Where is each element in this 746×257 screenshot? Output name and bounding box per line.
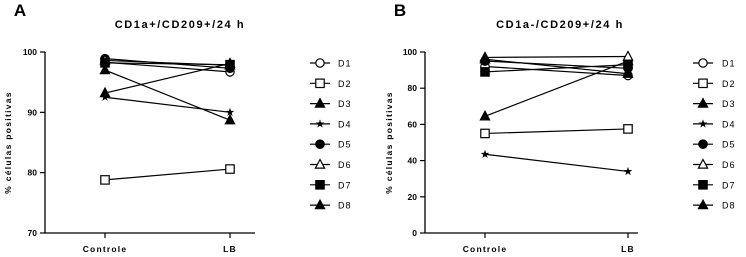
legend-label: D4 — [722, 119, 736, 130]
legend-marker — [315, 99, 324, 108]
panel-letter: A — [13, 1, 27, 20]
y-tick-label: 60 — [407, 119, 417, 130]
legend-label: D7 — [338, 180, 352, 191]
y-axis-label: % células positivas — [3, 91, 13, 194]
legend-marker — [317, 120, 324, 127]
series-d6 — [480, 52, 632, 62]
legend-label: D6 — [722, 160, 736, 170]
series-line — [105, 97, 230, 112]
legend-marker — [699, 140, 707, 148]
legend — [693, 59, 736, 211]
legend-marker — [316, 181, 324, 189]
x-tick-label: LB — [621, 244, 635, 254]
data-point — [481, 68, 489, 76]
legend-label: D4 — [338, 119, 352, 130]
data-point — [482, 151, 489, 158]
x-tick-label: Controle — [462, 244, 508, 254]
series-d4 — [102, 94, 234, 116]
legend-label: D3 — [722, 99, 736, 110]
chart-title: CD1a+/CD209+/24 h — [114, 19, 246, 31]
y-tick-label: 100 — [22, 47, 37, 57]
legend-label: D7 — [722, 180, 736, 191]
chart-title: CD1a-/CD209+/24 h — [496, 19, 624, 31]
series-line — [105, 169, 230, 180]
data-point — [226, 60, 234, 68]
y-tick-label: 100 — [402, 47, 417, 57]
legend-marker — [316, 59, 324, 67]
legend-label: D6 — [338, 160, 352, 170]
legend-label: D5 — [722, 139, 736, 150]
series-line — [485, 129, 628, 134]
panel-b — [384, 1, 736, 254]
legend-marker — [315, 160, 324, 169]
legend-label: D8 — [338, 200, 352, 211]
data-point — [101, 176, 109, 184]
series-d2 — [481, 125, 632, 138]
legend-label: D1 — [338, 58, 352, 69]
data-point — [481, 129, 489, 137]
legend-marker — [699, 79, 707, 87]
x-tick-label: Controle — [82, 244, 128, 254]
legend-marker — [316, 79, 324, 87]
y-tick-label: 70 — [27, 228, 37, 238]
series-line — [485, 57, 628, 58]
legend-marker — [700, 120, 707, 127]
y-tick-label: 40 — [407, 155, 417, 166]
series-line — [485, 61, 628, 68]
legend-marker — [316, 140, 324, 148]
y-tick-label: 80 — [407, 83, 417, 94]
y-tick-label: 90 — [27, 107, 37, 118]
series-line — [485, 61, 628, 116]
legend-marker — [315, 200, 324, 209]
y-tick-label: 20 — [407, 191, 417, 202]
data-point — [624, 125, 632, 133]
panel-letter: B — [393, 1, 407, 20]
series-d2 — [101, 165, 234, 184]
series-d8 — [100, 65, 234, 124]
legend-label: D1 — [722, 58, 736, 69]
y-axis-label: % células positivas — [384, 91, 394, 194]
legend-label: D2 — [338, 78, 352, 89]
legend-label: D3 — [338, 99, 352, 110]
legend-marker — [699, 181, 707, 189]
y-tick-label: 80 — [27, 167, 37, 178]
legend-marker — [698, 99, 707, 108]
legend-label: D2 — [722, 78, 736, 89]
series-line — [105, 70, 230, 120]
series-d4 — [482, 151, 632, 175]
legend-label: D8 — [722, 200, 736, 211]
legend-label: D5 — [338, 139, 352, 150]
panel-a — [3, 1, 352, 254]
data-point — [625, 168, 632, 175]
series-line — [485, 154, 628, 171]
x-tick-label: LB — [223, 244, 237, 254]
data-point — [623, 52, 632, 61]
data-point — [226, 165, 234, 173]
legend-marker — [699, 59, 707, 67]
series-d5 — [481, 57, 632, 73]
y-tick-label: 0 — [412, 228, 417, 238]
legend — [310, 59, 352, 211]
legend-marker — [698, 160, 707, 169]
legend-marker — [698, 200, 707, 209]
